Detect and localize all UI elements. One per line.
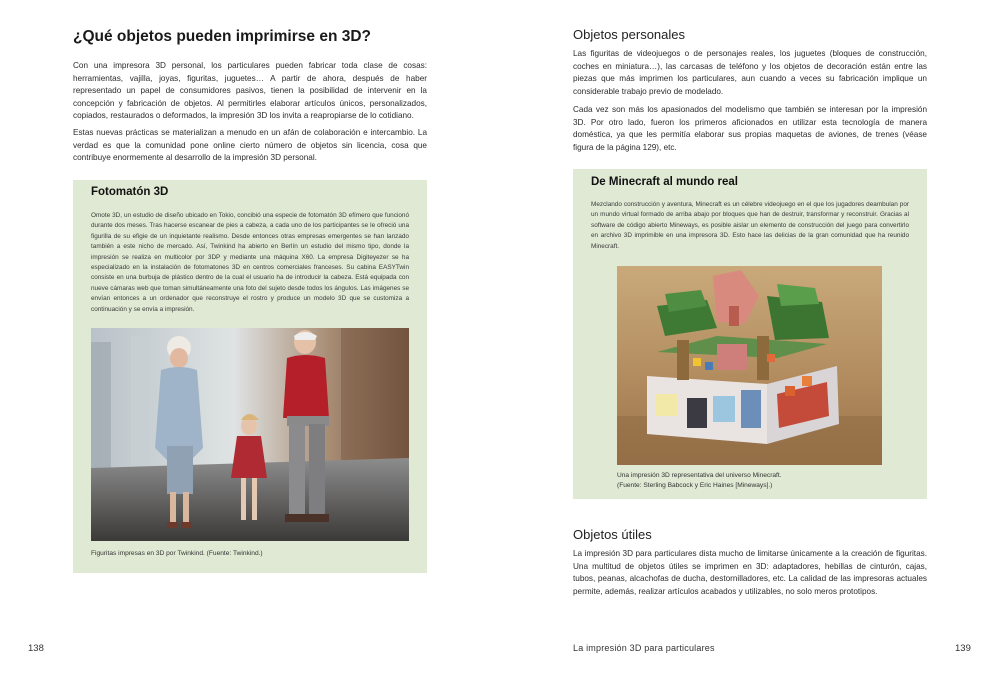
photo-caption-line2: (Fuente: Sterling Babcock y Eric Haines [Mineways].) <box>617 482 773 489</box>
box-title: Fotomatón 3D <box>91 186 169 198</box>
paragraph-personal-objects: Las figuritas de videojuegos o de personajes reales, los juguetes (bloques de construcción, coches en miniatura…), las carcasas de teléfono y los objetos de decoración están entre las piezas que más imprimen los particulares, aun cuando a veces su fabricación implique un considerable trabajo previo de modelado. <box>573 49 927 96</box>
sidebar-box-minecraft <box>573 169 927 499</box>
box-text: Mezclando construcción y aventura, Minecraft es un célebre videojuego en el que los jugadores deambulan por un mundo virtual formado de arriba abajo por bloques que han de destruir, transformar y reconstruir. Gracias al software de código abierto Mineways, es posible aislar un elemento de construcción del juego para convertirlo en archivo 3D imprimible en una impresora 3D. Esto hace las delicias de la gran comunidad que ha reunido Minecraft. <box>591 201 909 250</box>
paragraph-intro: Con una impresora 3D personal, los particulares pueden fabricar toda clase de cosas: herramientas, vajilla, joyas, figuritas, juguetes… A partir de ahora, después de haber representado un papel de consumidores pasivos, tienen la posibilidad de intervenir en la concepción y fabricación de objetos. Al permitirles elaborar artículos únicos, personalizados, copiados, restaurados o deformados, la impresión 3D los invita a reapropiarse de lo cotidiano. <box>73 61 427 121</box>
page-number-left: 138 <box>28 643 44 654</box>
page-number-right: 139 <box>955 643 971 654</box>
section-heading-personal: Objetos personales <box>573 27 686 42</box>
box-title: De Minecraft al mundo real <box>591 176 738 188</box>
paragraph-useful-objects: La impresión 3D para particulares dista mucho de limitarse únicamente a la creación de figuritas. Una multitud de objetos útiles se imprimen en 3D: adaptadores, hebillas de cinturón, cajas, tubos, peanas, alcachofas de ducha, destornilladores, etc. La calidad de las impresoras actuales permite, además, realizar artículos acabados y utilizables, no solo meros prototipos. <box>573 549 927 596</box>
box-text: Omote 3D, un estudio de diseño ubicado en Tokio, concibió una especie de fotomatón 3D efímero que funcionó durante dos meses. Tras hacerse escanear de pies a cabeza, a cada uno de los participantes se le ofreció una figurilla de su efigie de un inquietante realismo. Desde entonces otras empresas emergentes se han lanzado también a este nicho de mercado. Así, Twinkind ha abierto en Berlín un estudio del mismo tipo, donde la impresión se realiza en multicolor por 3DP y mediante una máquina X60. La empresa Digiteyezer se ha especializado en la instalación de fotomatones 3D en centros comerciales franceses. Su cabina EASYTwin consiste en una burbuja de plástico dentro de la cual el usuario ha de introducir la cabeza. Está equipada con nueve cámaras web que toman simultáneamente una foto del sujeto desde todos los ángulos. Las imágenes se envían entonces a un ordenador que reconstruye el rostro y produce un modelo 3D que se customiza a continuación y se envía a impresión. <box>91 212 409 313</box>
sidebar-box-fotomaton <box>73 180 427 573</box>
minecraft-print-photo <box>617 266 882 465</box>
photo-caption: Figuritas impresas en 3D por Twinkind. (Fuente: Twinkind.) <box>91 550 263 557</box>
running-footer: La impresión 3D para particulares <box>573 643 715 653</box>
paragraph-modelling: Cada vez son más los apasionados del modelismo que también se interesan por la impresión 3D. Por otro lado, fueron los primeros aficionados en utilizar esta tecnología de manera doméstica, ya que les permitía elaborar sus propias maquetas de aviones, de trenes (véase figura de la página 129), etc. <box>573 105 927 152</box>
paragraph-collaboration: Estas nuevas prácticas se materializan a menudo en un afán de colaboración e intercambio. La verdad es que la comunidad pone online cierto número de objetos sin licencia, cosa que contribuye enormemente al desarrollo de la impresión 3D personal. <box>73 128 427 163</box>
page-heading: ¿Qué objetos pueden imprimirse en 3D? <box>73 28 371 45</box>
figurines-photo <box>91 328 409 541</box>
photo-caption-line1: Una impresión 3D representativa del universo Minecraft. <box>617 472 782 479</box>
right-page <box>500 0 1000 677</box>
section-heading-useful: Objetos útiles <box>573 527 652 542</box>
